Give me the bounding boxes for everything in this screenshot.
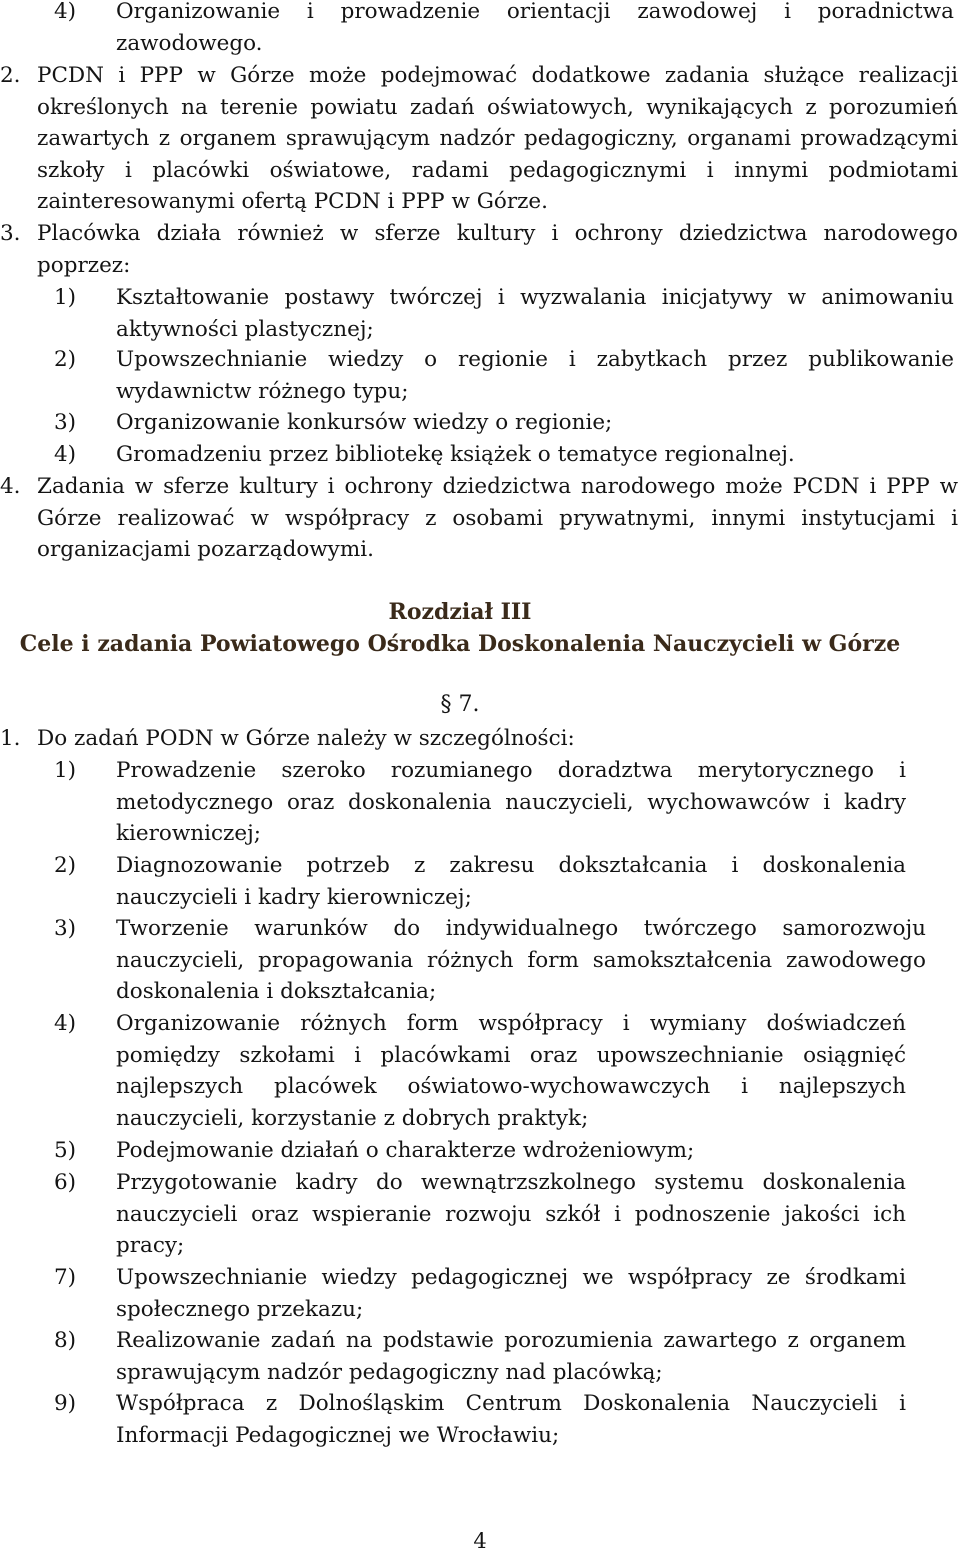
item-text: Realizowanie zadań na podstawie porozumienia zawartego z organem sprawującym nadzór pedagogiczny nad placówką; bbox=[116, 1328, 906, 1385]
list-item bbox=[54, 850, 954, 913]
item-number: 7) bbox=[54, 1265, 77, 1290]
list-item bbox=[54, 344, 954, 407]
item-number: 2) bbox=[54, 853, 77, 878]
section-number: § 7. bbox=[440, 692, 480, 717]
list-item bbox=[54, 1388, 954, 1451]
paragraph-number: 4. bbox=[0, 474, 21, 499]
paragraph-number: 2. bbox=[0, 63, 21, 88]
paragraph-number: 1. bbox=[0, 726, 21, 751]
item-text: Organizowanie i prowadzenie orientacji zawodowej i poradnictwa zawodowego. bbox=[116, 0, 954, 56]
item-number: 4) bbox=[54, 0, 77, 24]
item-text: Organizowanie różnych form współpracy i wymiany doświadczeń pomiędzy szkołami i placówkami oraz upowszechnianie osiągnięć najlepszych placówek oświatowo-wychowawczych i najlepszych nauczycieli, korzystanie z dobrych praktyk; bbox=[116, 1011, 906, 1131]
list-item bbox=[54, 1008, 954, 1134]
item-text: Prowadzenie szeroko rozumianego doradztwa merytorycznego i metodycznego oraz doskonalenia nauczycieli, wychowawców i kadry kierowniczej; bbox=[116, 758, 906, 846]
item-text: Przygotowanie kadry do wewnątrzszkolnego systemu doskonalenia nauczycieli oraz wspieranie rozwoju szkół i podnoszenie jakości ich pracy; bbox=[116, 1170, 906, 1258]
page-number: 4 bbox=[473, 1529, 487, 1553]
item-text: Kształtowanie postawy twórczej i wyzwalania inicjatywy w animowaniu aktywności plastycznej; bbox=[116, 285, 954, 342]
list-item bbox=[54, 439, 954, 471]
item-number: 1) bbox=[54, 758, 77, 783]
item-text: Upowszechnianie wiedzy pedagogicznej we współpracy ze środkami społecznego przekazu; bbox=[116, 1265, 906, 1322]
chapter-title: Rozdział III bbox=[388, 599, 532, 625]
item-text: Diagnozowanie potrzeb z zakresu dokształcania i doskonalenia nauczycieli i kadry kierowniczej; bbox=[116, 853, 906, 910]
list-item bbox=[54, 913, 954, 1008]
paragraph-text: Zadania w sferze kultury i ochrony dziedzictwa narodowego może PCDN i PPP w Górze realizować w współpracy z osobami prywatnymi, innymi instytucjami i organizacjami pozarządowymi. bbox=[37, 474, 958, 562]
list-item bbox=[54, 0, 954, 59]
paragraph-2 bbox=[0, 60, 958, 218]
list-item bbox=[54, 1262, 954, 1325]
item-number: 8) bbox=[54, 1328, 77, 1353]
paragraph-4 bbox=[0, 471, 958, 566]
paragraph-text: Placówka działa również w sferze kultury i ochrony dziedzictwa narodowego poprzez: bbox=[37, 221, 958, 278]
list-item bbox=[54, 407, 954, 439]
paragraph-number: 3. bbox=[0, 221, 21, 246]
item-text: Organizowanie konkursów wiedzy o regionie; bbox=[116, 410, 613, 435]
item-number: 1) bbox=[54, 285, 77, 310]
item-number: 3) bbox=[54, 916, 77, 941]
paragraph-text: PCDN i PPP w Górze może podejmować dodatkowe zadania służące realizacji określonych na terenie powiatu zadań oświatowych, wynikających z porozumień zawartych z organem sprawującym nadzór pedagogiczny, organami prowadzącymi szkoły i placówki oświatowe, radami pedagogicznymi i innymi podmiotami zainteresowanymi ofertą PCDN i PPP w Górze. bbox=[37, 63, 958, 214]
item-number: 3) bbox=[54, 410, 77, 435]
item-number: 4) bbox=[54, 1011, 77, 1036]
item-text: Upowszechnianie wiedzy o regionie i zabytkach przez publikowanie wydawnictw różnego typu; bbox=[116, 347, 954, 404]
item-number: 4) bbox=[54, 442, 77, 467]
item-text: Gromadzeniu przez bibliotekę książek o tematyce regionalnej. bbox=[116, 442, 795, 467]
paragraph-text: Do zadań PODN w Górze należy w szczególności: bbox=[37, 726, 575, 751]
list-item bbox=[54, 282, 954, 345]
item-number: 2) bbox=[54, 347, 77, 372]
list-item bbox=[54, 1135, 954, 1167]
list-item bbox=[54, 1325, 954, 1388]
item-text: Tworzenie warunków do indywidualnego twórczego samorozwoju nauczycieli, propagowania różnych form samokształcenia zawodowego doskonalenia i dokształcania; bbox=[116, 916, 926, 1004]
item-text: Podejmowanie działań o charakterze wdrożeniowym; bbox=[116, 1138, 695, 1163]
paragraph-3 bbox=[0, 218, 958, 281]
chapter-subtitle: Cele i zadania Powiatowego Ośrodka Doskonalenia Nauczycieli w Górze bbox=[19, 631, 901, 657]
list-item bbox=[54, 755, 954, 850]
list-item bbox=[54, 1167, 954, 1262]
item-number: 9) bbox=[54, 1391, 77, 1416]
item-number: 5) bbox=[54, 1138, 77, 1163]
item-number: 6) bbox=[54, 1170, 77, 1195]
paragraph-1 bbox=[0, 723, 958, 755]
item-text: Współpraca z Dolnośląskim Centrum Doskonalenia Nauczycieli i Informacji Pedagogicznej we Wrocławiu; bbox=[116, 1391, 906, 1448]
